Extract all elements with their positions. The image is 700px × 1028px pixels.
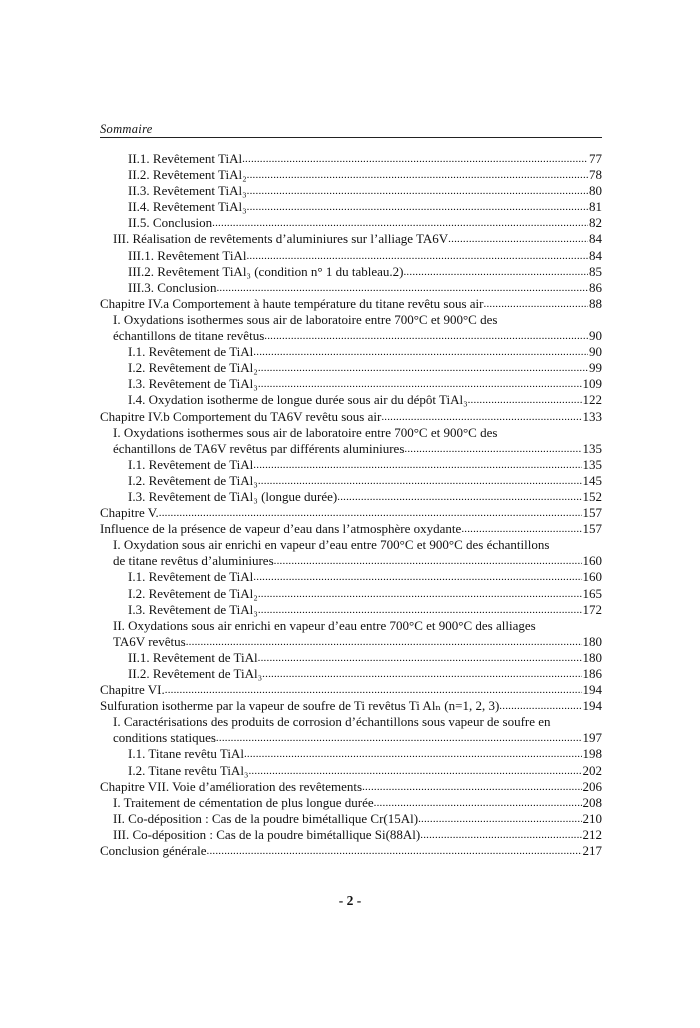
toc-entry-page: 80 bbox=[589, 183, 602, 199]
toc-entry bbox=[100, 167, 602, 183]
toc-entry-title: Chapitre VI. bbox=[100, 682, 165, 698]
toc-leader bbox=[212, 215, 588, 231]
toc-entry-page: 90 bbox=[589, 328, 602, 344]
toc-entry bbox=[100, 151, 602, 167]
toc-leader bbox=[247, 199, 588, 215]
toc-chapter-title-entry bbox=[100, 521, 602, 537]
toc-entry-title: II.3. Revêtement TiAl₃ bbox=[128, 183, 247, 199]
toc-entry-title: Sulfuration isotherme par la vapeur de soufre de Ti revêtus Ti Alₙ (n=1, 2, 3) bbox=[100, 698, 500, 714]
toc-entry-title: TA6V revêtus bbox=[113, 633, 186, 649]
toc-entry-title: de titane revêtus d’aluminiures bbox=[113, 553, 274, 569]
toc-entry bbox=[100, 344, 602, 360]
toc-entry-page: 86 bbox=[589, 279, 602, 295]
toc-entry-page: 88 bbox=[589, 295, 602, 311]
toc-entry-title: I.3. Revêtement de TiAl₃ (longue durée) bbox=[128, 488, 338, 504]
toc-entry-page: 202 bbox=[582, 762, 602, 778]
toc-leader bbox=[247, 167, 588, 183]
toc-leader bbox=[264, 328, 588, 344]
toc-leader bbox=[258, 376, 582, 392]
toc-entry bbox=[100, 280, 602, 296]
toc-entry-page: 217 bbox=[582, 843, 602, 859]
toc-entry-page: 99 bbox=[589, 360, 602, 376]
toc-leader bbox=[404, 441, 581, 457]
toc-entry bbox=[100, 746, 602, 762]
toc-leader bbox=[420, 827, 581, 843]
toc-leader bbox=[258, 650, 582, 666]
toc-entry-page: 82 bbox=[589, 215, 602, 231]
toc-leader bbox=[258, 586, 582, 602]
toc-entry-title: II. Co-déposition : Cas de la poudre bimétallique Cr(15Al) bbox=[113, 810, 419, 826]
toc-leader bbox=[337, 489, 581, 505]
toc-entry bbox=[100, 441, 602, 457]
toc-entry bbox=[100, 183, 602, 199]
toc-leader bbox=[499, 698, 581, 714]
toc-entry-title: I.2. Revêtement de TiAl₂ bbox=[128, 360, 258, 376]
toc-entry bbox=[100, 569, 602, 585]
toc-entry bbox=[100, 199, 602, 215]
toc-leader bbox=[248, 763, 581, 779]
toc-entry bbox=[100, 231, 602, 247]
toc-leader bbox=[468, 392, 582, 408]
toc-entry-title: I.1. Revêtement de TiAl bbox=[128, 344, 254, 360]
toc-entry bbox=[100, 457, 602, 473]
toc-entry-page: 135 bbox=[582, 440, 602, 456]
toc-entry bbox=[100, 328, 602, 344]
toc-entry-title: Chapitre IV.b Comportement du TA6V revêtu sous air bbox=[100, 408, 382, 424]
toc-leader bbox=[242, 151, 588, 167]
toc-leader bbox=[216, 280, 588, 296]
toc-entry-page: 78 bbox=[589, 167, 602, 183]
toc-entry bbox=[100, 473, 602, 489]
toc-entry-title: II.1. Revêtement TiAl bbox=[128, 151, 243, 166]
toc-leader bbox=[246, 248, 588, 264]
toc-entry-title: échantillons de TA6V revêtus par différents aluminiures bbox=[113, 440, 405, 456]
toc-leader bbox=[186, 634, 582, 650]
toc-leader bbox=[448, 231, 588, 247]
toc-entry-page: 84 bbox=[589, 247, 602, 263]
toc-entry-title: Chapitre V. bbox=[100, 505, 159, 521]
toc-entry-page: 109 bbox=[582, 376, 602, 392]
toc-entry bbox=[100, 215, 602, 231]
toc-entry-page: 180 bbox=[582, 633, 602, 649]
toc-leader bbox=[253, 344, 588, 360]
toc-entry-title: I.2. Revêtement de TiAl₃ bbox=[128, 472, 258, 488]
toc-chapter-entry bbox=[100, 505, 602, 521]
toc-entry bbox=[100, 553, 602, 569]
toc-leader bbox=[159, 505, 582, 521]
toc-leader bbox=[244, 746, 582, 762]
toc-entry-title: Influence de la présence de vapeur d’eau dans l’atmosphère oxydante bbox=[100, 521, 462, 537]
toc-entry-page: 172 bbox=[582, 601, 602, 617]
toc-leader bbox=[207, 843, 582, 859]
toc-entry-page: 160 bbox=[582, 569, 602, 585]
toc-entry-wrapped-line: II. Oxydations sous air enrichi en vapeur d’eau entre 700°C et 900°C des alliages bbox=[113, 617, 536, 633]
toc-chapter-entry bbox=[100, 779, 602, 795]
toc-entry bbox=[100, 586, 602, 602]
header-title: Sommaire bbox=[100, 122, 153, 136]
toc-entry bbox=[100, 489, 602, 505]
toc-entry bbox=[100, 602, 602, 618]
toc-leader bbox=[262, 666, 581, 682]
toc-entry-title: I.2. Titane revêtu TiAl₃ bbox=[128, 762, 249, 778]
toc-leader bbox=[216, 730, 582, 746]
toc-entry-title: II.2. Revêtement TiAl₂ bbox=[128, 167, 247, 183]
toc-entry-page: 77 bbox=[589, 151, 602, 166]
toc-entry-page: 152 bbox=[582, 488, 602, 504]
toc-entry-title: échantillons de titane revêtus bbox=[113, 328, 265, 344]
toc-entry-title: Conclusion générale bbox=[100, 843, 207, 859]
toc-entry bbox=[100, 634, 602, 650]
toc-entry-title: I.3. Revêtement de TiAl₃ bbox=[128, 601, 258, 617]
toc-entry-title: I.1. Revêtement de TiAl bbox=[128, 569, 254, 585]
toc-leader bbox=[253, 457, 581, 473]
toc-entry-page: 160 bbox=[582, 553, 602, 569]
toc-entry-page: 197 bbox=[582, 730, 602, 746]
toc-entry-page: 90 bbox=[589, 344, 602, 360]
toc-entry-title: III. Co-déposition : Cas de la poudre bimétallique Si(88Al) bbox=[113, 826, 421, 842]
toc-entry-title: I.1. Revêtement de TiAl bbox=[128, 456, 254, 472]
toc-entry-title: III. Réalisation de revêtements d’aluminiures sur l’alliage TA6V bbox=[113, 231, 449, 247]
toc-entry-title: Chapitre IV.a Comportement à haute température du titane revêtu sous air bbox=[100, 295, 484, 311]
toc-leader bbox=[418, 811, 581, 827]
toc-entry-page: 157 bbox=[582, 505, 602, 521]
toc-entry-page: 122 bbox=[582, 392, 602, 408]
toc-entry bbox=[100, 376, 602, 392]
toc-entry-title: III.3. Conclusion bbox=[128, 279, 217, 295]
toc-leader bbox=[381, 409, 581, 425]
toc-entry-page: 186 bbox=[582, 666, 602, 681]
toc-entry-title: II.5. Conclusion bbox=[128, 215, 213, 231]
toc-leader bbox=[247, 183, 588, 199]
toc-entry-page: 206 bbox=[582, 778, 602, 794]
toc-entry-page: 145 bbox=[582, 472, 602, 488]
toc-entry-title: II.2. Revêtement de TiAl₃ bbox=[128, 666, 263, 681]
toc-leader bbox=[258, 360, 588, 376]
toc-entry-page: 194 bbox=[582, 698, 602, 714]
toc-leader bbox=[461, 521, 581, 537]
toc-entry bbox=[100, 730, 602, 746]
toc-entry-wrapped-line: I. Oxydations isothermes sous air de laboratoire entre 700°C et 900°C des bbox=[113, 311, 498, 327]
toc-entry bbox=[100, 392, 602, 408]
toc-entry-page: 165 bbox=[582, 585, 602, 601]
toc-entry-page: 85 bbox=[589, 263, 602, 279]
page-number: - 2 - bbox=[338, 893, 362, 908]
toc-leader bbox=[165, 682, 582, 698]
toc-entry-wrapped-line: I. Oxydation sous air enrichi en vapeur d’eau entre 700°C et 900°C des échantillons bbox=[113, 537, 550, 553]
toc-entry-page: 210 bbox=[582, 810, 602, 826]
toc-entry-page: 194 bbox=[582, 682, 602, 698]
toc-entry-title: I.2. Revêtement de TiAl₂ bbox=[128, 585, 258, 601]
toc-entry bbox=[100, 827, 602, 843]
toc-leader bbox=[362, 779, 581, 795]
toc-entry bbox=[100, 264, 602, 280]
toc-entry-page: 81 bbox=[589, 199, 602, 215]
toc-chapter-entry bbox=[100, 409, 602, 425]
toc-entry-page: 212 bbox=[582, 826, 602, 842]
toc-entry-title: I.3. Revêtement de TiAl₃ bbox=[128, 376, 258, 392]
toc-entry-page: 157 bbox=[582, 521, 602, 537]
toc-entry-title: III.2. Revêtement TiAl₃ (condition n° 1 du tableau.2) bbox=[128, 263, 404, 279]
page-header bbox=[100, 120, 602, 138]
toc-entry-page: 135 bbox=[582, 456, 602, 472]
toc-entry-title: I.1. Titane revêtu TiAl bbox=[128, 746, 244, 762]
toc-entry bbox=[100, 666, 602, 682]
toc-entry bbox=[100, 811, 602, 827]
toc-entry bbox=[100, 795, 602, 811]
toc-entry-wrapped-line: I. Caractérisations des produits de corrosion d’échantillons sous vapeur de soufre en bbox=[113, 714, 551, 730]
table-of-contents bbox=[100, 151, 602, 859]
toc-entry bbox=[100, 360, 602, 376]
toc-leader bbox=[253, 569, 581, 585]
toc-leader bbox=[403, 264, 588, 280]
toc-entry-page: 208 bbox=[582, 794, 602, 810]
toc-leader bbox=[258, 602, 582, 618]
toc-entry-page: 84 bbox=[589, 231, 602, 247]
toc-entry-title: conditions statiques bbox=[113, 730, 216, 746]
toc-entry bbox=[100, 763, 602, 779]
toc-entry-title: I. Traitement de cémentation de plus longue durée bbox=[113, 794, 374, 810]
toc-chapter-title-entry bbox=[100, 698, 602, 714]
toc-leader bbox=[274, 553, 582, 569]
toc-entry bbox=[100, 650, 602, 666]
toc-leader bbox=[258, 473, 582, 489]
toc-entry-page: 198 bbox=[582, 746, 602, 762]
toc-entry bbox=[100, 248, 602, 264]
toc-entry-page: 133 bbox=[582, 408, 602, 424]
toc-entry-wrapped-line: I. Oxydations isothermes sous air de laboratoire entre 700°C et 900°C des bbox=[113, 424, 498, 440]
toc-entry-title: II.4. Revêtement TiAl₃ bbox=[128, 199, 247, 215]
toc-entry-title: II.1. Revêtement de TiAl bbox=[128, 649, 258, 665]
toc-entry-title: Chapitre VII. Voie d’amélioration des revêtements bbox=[100, 778, 363, 794]
toc-leader bbox=[374, 795, 582, 811]
toc-chapter-entry bbox=[100, 682, 602, 698]
toc-chapter-entry bbox=[100, 843, 602, 859]
toc-entry-title: I.4. Oxydation isotherme de longue durée sous air du dépôt TiAl₃ bbox=[128, 392, 468, 408]
toc-entry-page: 180 bbox=[582, 649, 602, 665]
toc-entry-title: III.1. Revêtement TiAl bbox=[128, 247, 247, 263]
toc-leader bbox=[484, 296, 589, 312]
toc-chapter-entry bbox=[100, 296, 602, 312]
